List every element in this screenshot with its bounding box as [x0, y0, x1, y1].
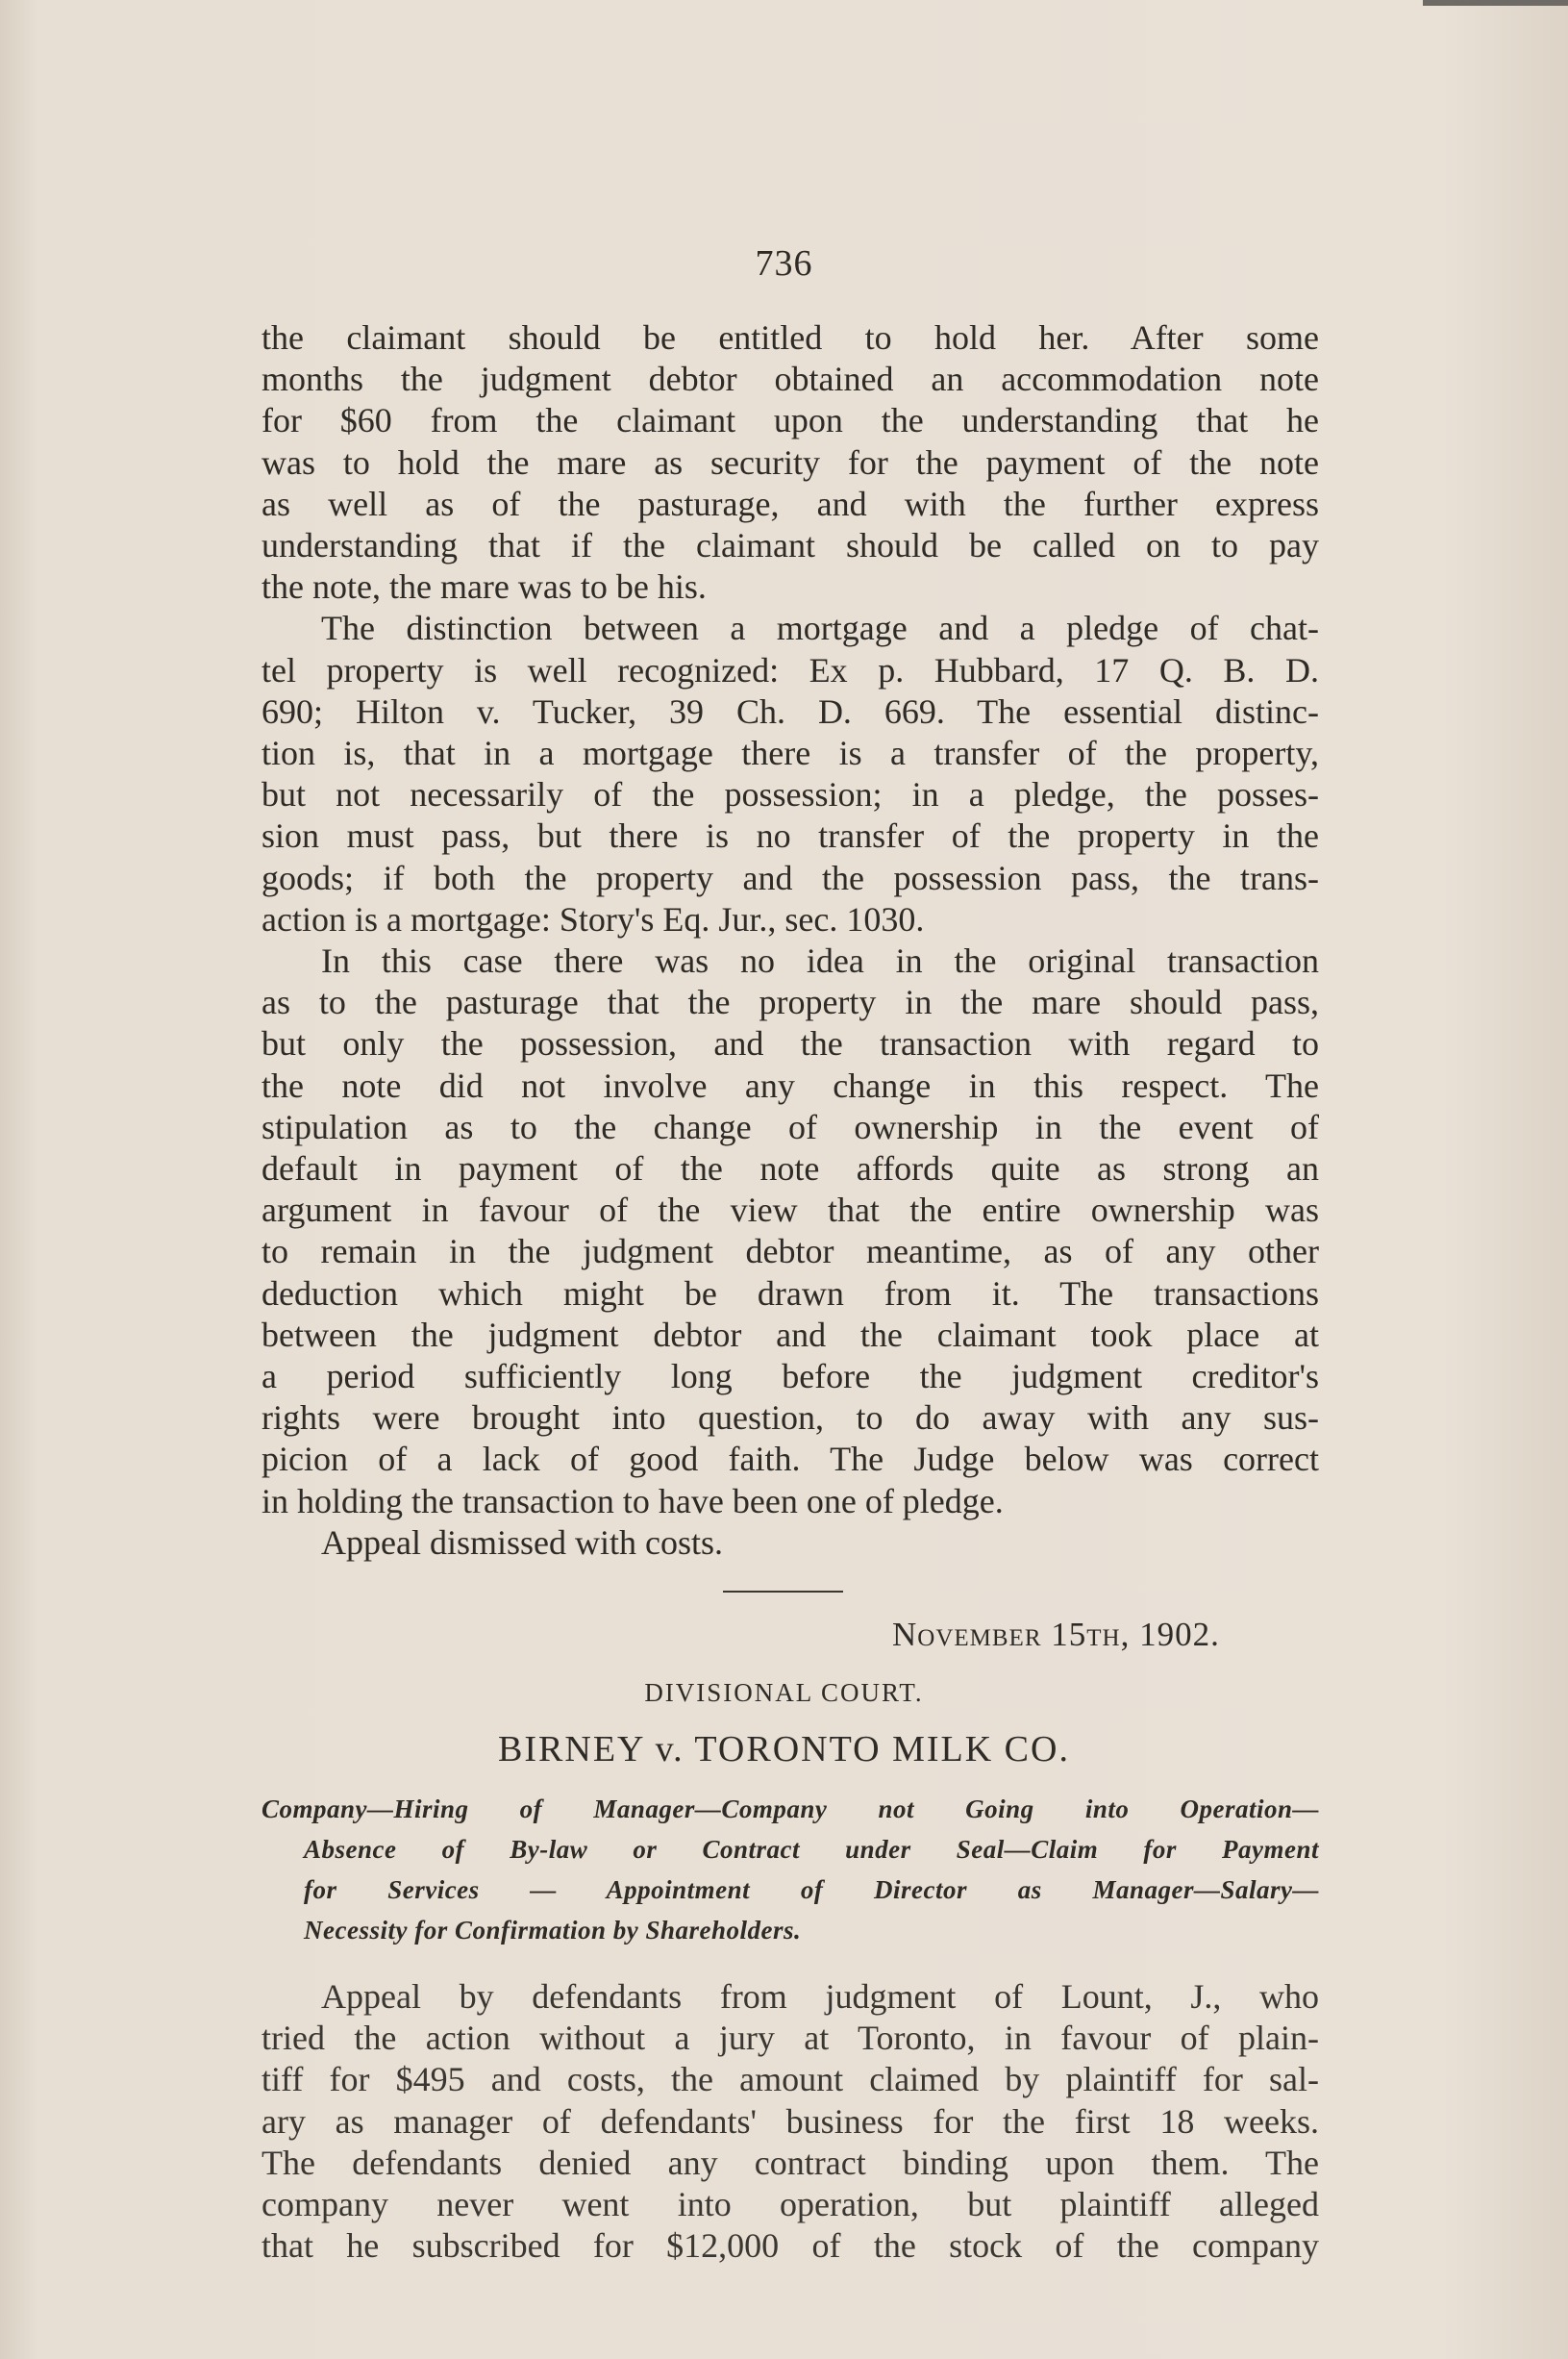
- text-line: the claimant should be entitled to hold her. After some: [261, 318, 1319, 357]
- text-line: the note did not involve any change in this respect. The: [261, 1066, 1319, 1105]
- text-line: The defendants denied any contract binding upon them. The: [261, 2143, 1319, 2182]
- case-title: BIRNEY v. TORONTO MILK CO.: [498, 1729, 1070, 1769]
- text-line: 690; Hilton v. Tucker, 39 Ch. D. 669. The essential distinc-: [261, 691, 1319, 731]
- text-line: In this case there was no idea in the original transaction: [321, 941, 1319, 981]
- text-line: as to the pasturage that the property in the mare should pass,: [261, 983, 1319, 1022]
- text-line: goods; if both the property and the possession pass, the trans-: [261, 858, 1319, 897]
- page-edge-mark: [1423, 0, 1568, 6]
- text-line: tiff for $495 and costs, the amount claimed by plaintiff for sal-: [261, 2060, 1319, 2099]
- text-line: stipulation as to the change of ownership in the event of: [261, 1107, 1319, 1146]
- text-line: tion is, that in a mortgage there is a transfer of the property,: [261, 734, 1319, 773]
- text-line: between the judgment debtor and the claimant took place at: [261, 1315, 1319, 1354]
- text-line: Appeal by defendants from judgment of Lount, J., who: [321, 1977, 1319, 2016]
- text-line: to remain in the judgment debtor meantime, as of any other: [261, 1232, 1319, 1271]
- judgment-text: [261, 317, 1319, 1564]
- text-line: but only the possession, and the transaction with regard to: [261, 1024, 1319, 1064]
- appeal-text: [261, 1976, 1319, 2267]
- text-line: default in payment of the note affords quite as strong an: [261, 1149, 1319, 1189]
- headnote-line: Necessity for Confirmation by Shareholders.: [304, 1916, 802, 1945]
- text-line: that he subscribed for $12,000 of the stock of the company: [261, 2226, 1319, 2266]
- headnote-line: for Services — Appointment of Director as Manager—Salary—: [304, 1875, 1319, 1904]
- headnote: [261, 1789, 1319, 1950]
- text-line: deduction which might be drawn from it. The transactions: [261, 1273, 1319, 1313]
- headnote-line: Company—Hiring of Manager—Company not Going into Operation—: [261, 1794, 1319, 1823]
- text-line: action is a mortgage: Story's Eq. Jur., sec. 1030.: [261, 899, 925, 939]
- text-line: The distinction between a mortgage and a pledge of chat-: [321, 609, 1319, 648]
- disposition-line: Appeal dismissed with costs.: [321, 1522, 723, 1562]
- text-line: in holding the transaction to have been one of pledge.: [261, 1481, 1004, 1520]
- text-line: rights were brought into question, to do away with any sus-: [261, 1398, 1319, 1438]
- headnote-line: Absence of By-law or Contract under Seal—Claim for Payment: [304, 1835, 1319, 1864]
- text-line: picion of a lack of good faith. The Judge below was correct: [261, 1440, 1319, 1479]
- section-divider: [723, 1591, 843, 1593]
- text-line: but not necessarily of the possession; in a pledge, the posses-: [261, 775, 1319, 815]
- text-line: understanding that if the claimant should be called on to pay: [261, 526, 1319, 565]
- page-number: 736: [755, 243, 813, 284]
- text-line: a period sufficiently long before the judgment creditor's: [261, 1357, 1319, 1396]
- text-line: for $60 from the claimant upon the understanding that he: [261, 401, 1319, 440]
- text-line: argument in favour of the view that the entire ownership was: [261, 1191, 1319, 1230]
- text-line: tried the action without a jury at Toronto, in favour of plain-: [261, 2019, 1319, 2058]
- decision-date: November 15th, 1902.: [892, 1616, 1220, 1653]
- text-line: tel property is well recognized: Ex p. Hubbard, 17 Q. B. D.: [261, 650, 1319, 690]
- text-line: ary as manager of defendants' business for the first 18 weeks.: [261, 2101, 1319, 2141]
- text-line: company never went into operation, but plaintiff alleged: [261, 2185, 1319, 2224]
- text-line: the note, the mare was to be his.: [261, 567, 707, 607]
- text-line: months the judgment debtor obtained an accommodation note: [261, 360, 1319, 399]
- text-line: sion must pass, but there is no transfer of the property in the: [261, 816, 1319, 856]
- text-line: as well as of the pasturage, and with the further express: [261, 484, 1319, 523]
- court-name: DIVISIONAL COURT.: [644, 1678, 924, 1707]
- text-line: was to hold the mare as security for the payment of the note: [261, 442, 1319, 482]
